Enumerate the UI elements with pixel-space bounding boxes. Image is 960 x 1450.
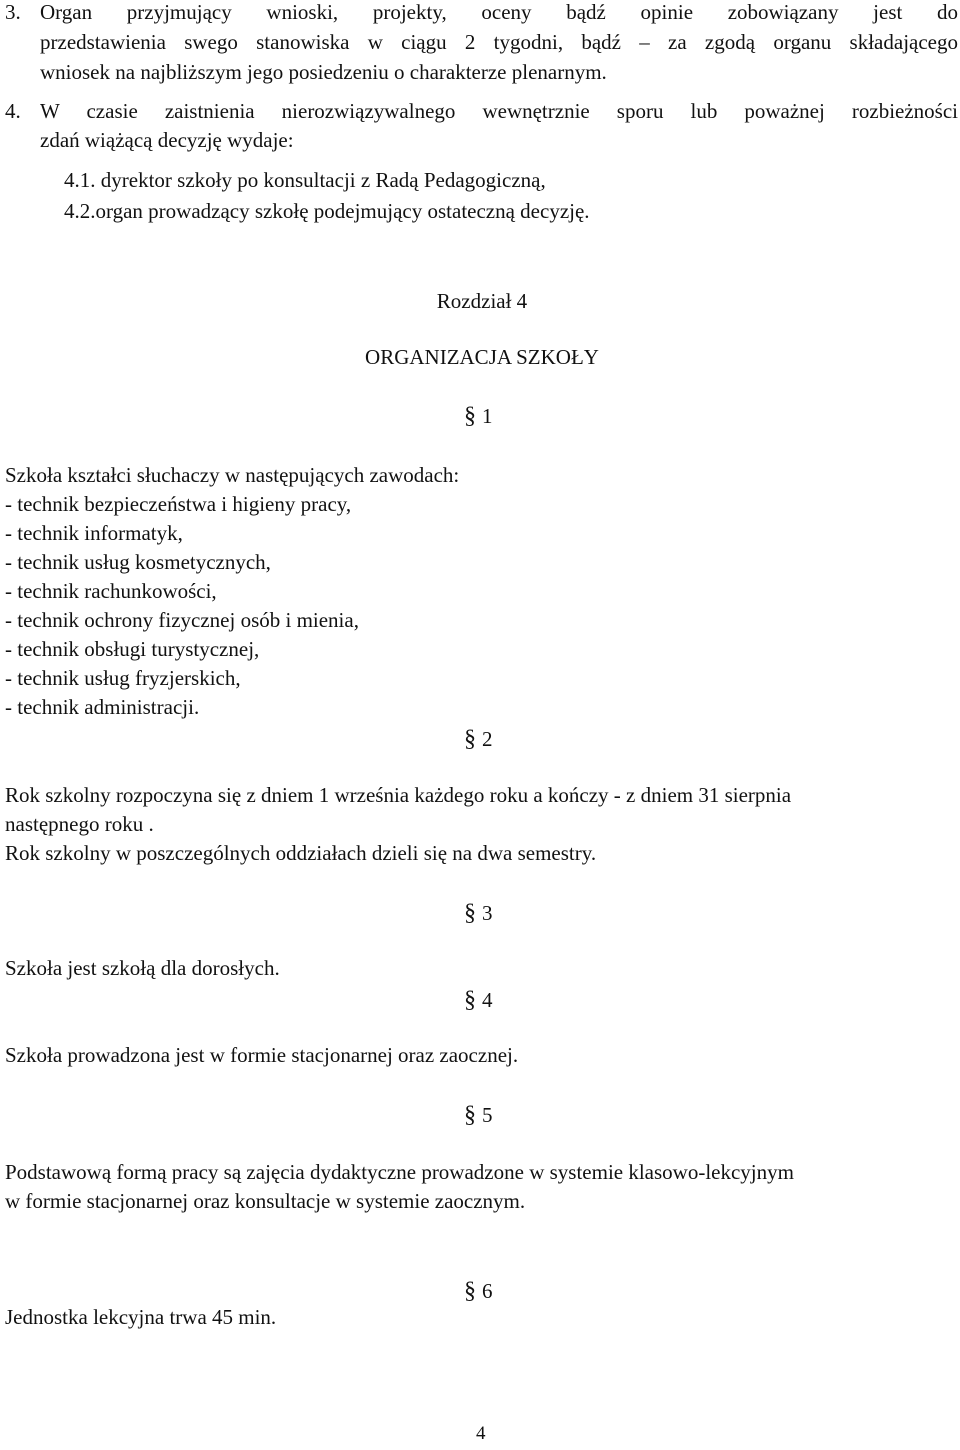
paragraph-sign: §: [464, 987, 476, 1013]
section-4-heading: [464, 988, 493, 1012]
paragraph-sign: §: [464, 403, 476, 429]
page-number: 4: [476, 1423, 486, 1444]
section-5-line-1: Podstawową formą pracy są zajęcia dydaktyczne prowadzone w systemie klasowo-lekcyjnym: [5, 1160, 794, 1184]
chapter-title: ORGANIZACJA SZKOŁY: [365, 345, 599, 369]
section-2-line-1: Rok szkolny rozpoczyna się z dniem 1 września każdego roku a kończy - z dniem 31 sierpnia: [5, 783, 792, 807]
section-3-number: 3: [482, 901, 493, 925]
item-3-line-3: wniosek na najbliższym jego posiedzeniu o charakterze plenarnym.: [40, 60, 607, 84]
item-4-number: 4.: [5, 99, 21, 123]
section-6-number: 6: [482, 1279, 493, 1303]
section-5-heading: [464, 1103, 493, 1127]
section-5-line-2: w formie stacjonarnej oraz konsultacje w systemie zaocznym.: [5, 1189, 526, 1213]
item-4-line-1: W czasie zaistnienia nierozwiązywalnego wewnętrznie sporu lub poważnej rozbieżności: [40, 101, 958, 123]
paragraph-sign: §: [464, 900, 476, 926]
section-6-text: Jednostka lekcyjna trwa 45 min.: [5, 1305, 277, 1329]
item-4-2: 4.2.organ prowadzący szkołę podejmujący ostateczną decyzję.: [64, 199, 590, 223]
section-1-list-item: - technik usług fryzjerskich,: [5, 666, 241, 690]
section-1-number: 1: [482, 404, 493, 428]
chapter-number: Rozdział 4: [436, 289, 528, 313]
section-1-intro: Szkoła kształci słuchaczy w następujących zawodach:: [5, 463, 460, 487]
section-1-heading: [464, 404, 493, 428]
item-3-line-2: przedstawienia swego stanowiska w ciągu 2 tygodni, bądź – za zgodą organu składającego: [40, 32, 958, 54]
section-1-list-item: - technik usług kosmetycznych,: [5, 550, 271, 574]
item-4-line-2: zdań wiążącą decyzję wydaje:: [40, 128, 294, 152]
section-1-list-item: - technik informatyk,: [5, 521, 183, 545]
section-1-list-item: - technik ochrony fizycznej osób i mienia,: [5, 608, 359, 632]
section-3-text: Szkoła jest szkołą dla dorosłych.: [5, 956, 280, 980]
paragraph-sign: §: [464, 1102, 476, 1128]
section-1-list-item: - technik bezpieczeństwa i higieny pracy,: [5, 492, 352, 516]
section-1-list-item: - technik administracji.: [5, 695, 200, 719]
item-3-line-1: Organ przyjmujący wnioski, projekty, oceny bądź opinie zobowiązany jest do: [40, 2, 958, 24]
section-1-list-item: - technik rachunkowości,: [5, 579, 217, 603]
section-2-number: 2: [482, 727, 493, 751]
section-4-number: 4: [482, 988, 493, 1012]
section-1-list-item: - technik obsługi turystycznej,: [5, 637, 260, 661]
item-4-1: 4.1. dyrektor szkoły po konsultacji z Radą Pedagogiczną,: [64, 168, 546, 192]
section-5-number: 5: [482, 1103, 493, 1127]
paragraph-sign: §: [464, 726, 476, 752]
section-3-heading: [464, 901, 493, 925]
section-6-heading: [464, 1279, 493, 1303]
section-2-line-2: następnego roku .: [5, 812, 154, 836]
item-3-number: 3.: [5, 0, 21, 24]
section-2-line-3: Rok szkolny w poszczególnych oddziałach dzieli się na dwa semestry.: [5, 841, 597, 865]
section-4-text: Szkoła prowadzona jest w formie stacjonarnej oraz zaocznej.: [5, 1043, 519, 1067]
section-2-heading: [464, 727, 493, 751]
paragraph-sign: §: [464, 1278, 476, 1304]
